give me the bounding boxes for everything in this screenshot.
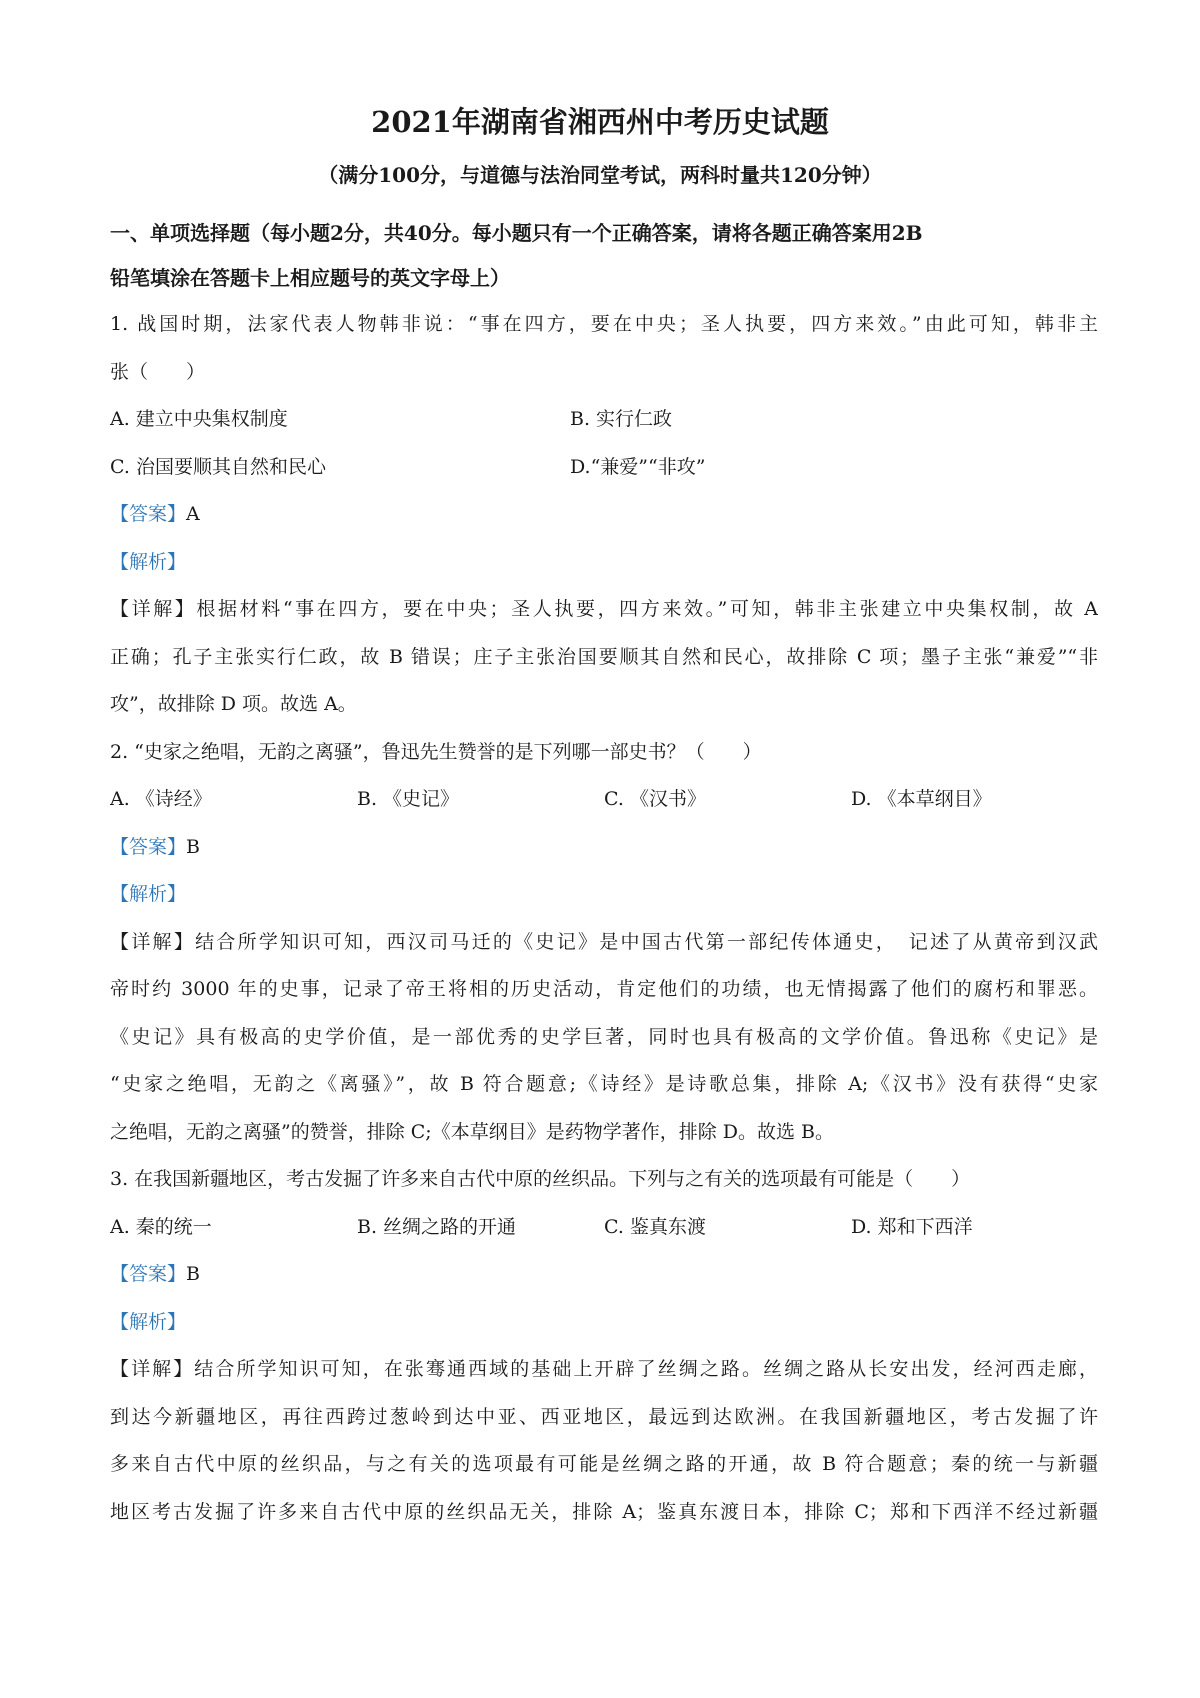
q3-detail-line-1 (110, 1346, 1098, 1394)
q1-options-row-2 (110, 444, 1098, 492)
q3-options-row (110, 1204, 1098, 1252)
q2-answer (110, 824, 1098, 872)
q3-detail-line-2: 到达今新疆地区，再往西跨过葱岭到达中亚、西亚地区，最远到达欧洲。在我国新疆地区，考古发掘了许 (110, 1405, 1098, 1428)
q2-option-b: B. 《史记》 (357, 788, 460, 810)
q2-options-row (110, 776, 1098, 824)
q2-detail-line-4: “史家之绝唱，无韵之《离骚》”，故 B 符合题意;《诗经》是诗歌总集，排除 A;《汉书》没有获得“史家 (110, 1073, 1098, 1095)
page-subtitle: （满分100分，与道德与法治同堂考试，两科时量共120分钟） (318, 163, 882, 187)
q3-analysis-label: 【解析】 (110, 1310, 187, 1333)
q1-detail-line-1 (110, 586, 1098, 634)
q3-stem: 3. 在我国新疆地区，考古发掘了许多来自古代中原的丝织品。下列与之有关的选项最有可能是（ ） (110, 1168, 971, 1190)
q1-answer (110, 491, 1098, 539)
section-heading-line-2: 铅笔填涂在答题卡上相应题号的英文字母上） (110, 266, 510, 290)
q1-stem-line-1: 1. 战国时期，法家代表人物韩非说：“事在四方，要在中央；圣人执要，四方来效。”由此可知，韩非主 (110, 313, 1098, 335)
q3-answer-value: B (186, 1263, 200, 1285)
q3-answer (110, 1251, 1098, 1299)
q2-analysis-label: 【解析】 (110, 883, 187, 905)
detail-label: 【详解】 (110, 1358, 195, 1380)
q2-option-d: D. 《本草纲目》 (851, 788, 992, 810)
q3-detail-line-3: 多来自古代中原的丝织品，与之有关的选项最有可能是丝绸之路的开通，故 B 符合题意；秦的统一与新疆 (110, 1453, 1098, 1475)
q1-detail-text-1: 根据材料“事在四方，要在中央；圣人执要，四方来效。”可知，韩非主张建立中央集权制，故 A (196, 598, 1098, 620)
q1-analysis-label: 【解析】 (110, 550, 187, 573)
q2-detail-text-1: 结合所学知识可知，西汉司马迁的《史记》是中国古代第一部纪传体通史， 记述了从黄帝到汉武 (195, 930, 1098, 953)
q1-options-row-1 (110, 396, 1098, 444)
q3-option-a: A. 秦的统一 (110, 1215, 212, 1238)
q3-detail-line-4: 地区考古发掘了许多来自古代中原的丝织品无关，排除 A；鉴真东渡日本，排除 C；郑和下西洋不经过新疆 (110, 1500, 1098, 1523)
q1-option-c: C. 治国要顺其自然和民心 (110, 455, 326, 478)
q2-detail-line-5: 之绝唱，无韵之离骚”的赞誉，排除 C;《本草纲目》是药物学著作，排除 D。故选 B。 (110, 1120, 834, 1143)
q2-detail-line-1 (110, 919, 1098, 967)
q1-detail-line-2: 正确；孔子主张实行仁政，故 B 错误；庄子主张治国要顺其自然和民心，故排除 C 项；墨子主张“兼爱”“非 (110, 645, 1098, 668)
q2-detail-line-3: 《史记》具有极高的史学价值，是一部优秀的史学巨著，同时也具有极高的文学价值。鲁迅称《史记》是 (110, 1025, 1098, 1048)
q1-answer-value: A (186, 503, 200, 525)
q3-option-d: D. 郑和下西洋 (851, 1215, 973, 1238)
q2-detail-line-2: 帝时约 3000 年的史事，记录了帝王将相的历史活动，肯定他们的功绩，也无情揭露了他们的腐朽和罪恶。 (110, 978, 1098, 1000)
q3-detail-text-1: 结合所学知识可知，在张骞通西域的基础上开辟了丝绸之路。丝绸之路从长安出发，经河西走廊， (194, 1358, 1098, 1380)
q1-stem-line-2: 张（ ） (110, 360, 206, 383)
q1-option-b: B. 实行仁政 (570, 408, 673, 430)
section-heading-line-1: 一、单项选择题（每小题2分，共40分。每小题只有一个正确答案，请将各题正确答案用2B (110, 221, 923, 245)
q2-option-a: A. 《诗经》 (110, 788, 212, 810)
document-body (110, 211, 1098, 1536)
q1-option-d: D.“兼爱”“非攻” (570, 455, 706, 478)
q1-detail-line-3: 攻”，故排除 D 项。故选 A。 (110, 693, 357, 715)
answer-label: 【答案】 (110, 1263, 187, 1285)
q2-stem: 2. “史家之绝唱，无韵之离骚”，鲁迅先生赞誉的是下列哪一部史书？（ ） (110, 740, 762, 763)
answer-label: 【答案】 (110, 503, 187, 525)
page-title: 2021年湖南省湘西州中考历史试题 (371, 105, 829, 139)
q3-option-c: C. 鉴真东渡 (604, 1215, 706, 1238)
q2-option-c: C. 《汉书》 (604, 788, 706, 810)
detail-label: 【详解】 (110, 598, 197, 620)
q3-option-b: B. 丝绸之路的开通 (357, 1215, 517, 1238)
q2-answer-value: B (186, 835, 200, 858)
answer-label: 【答案】 (110, 835, 187, 858)
q1-option-a: A. 建立中央集权制度 (110, 408, 288, 430)
detail-label: 【详解】 (110, 930, 196, 953)
